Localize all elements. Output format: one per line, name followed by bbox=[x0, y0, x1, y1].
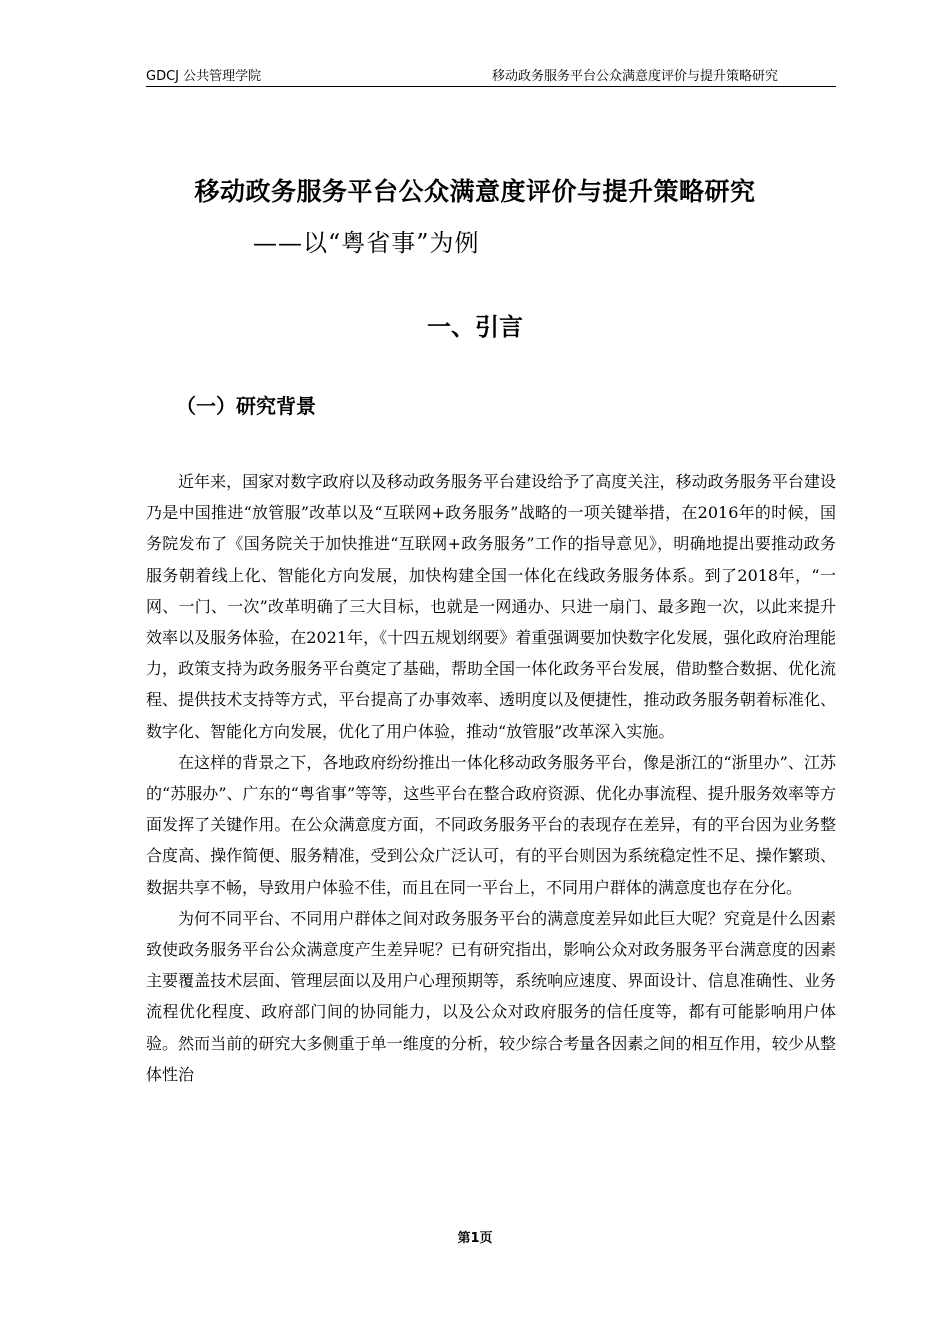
page-number: 第1页 bbox=[457, 1231, 493, 1246]
body-text bbox=[146, 466, 836, 1090]
section-heading: 一、引言 bbox=[427, 313, 523, 341]
paragraph: 为何不同平台、不同用户群体之间对政务服务平台的满意度差异如此巨大呢？究竟是什么因素致使政务服务平台公众满意度产生差异呢？已有研究指出，影响公众对政务服务平台满意度的因素主要覆盖技术层面、管理层面以及用户心理预期等，系统响应速度、界面设计、信息准确性、业务流程优化程度、政府部门间的协同能力，以及公众对政府服务的信任度等，都有可能影响用户体验。然而当前的研究大多侧重于单一维度的分析，较少综合考量各因素之间的相互作用，较少从整体性治 bbox=[146, 908, 836, 1084]
paragraph: 近年来，国家对数字政府以及移动政务服务平台建设给予了高度关注，移动政务服务平台建设乃是中国推进“放管服”改革以及“互联网+政务服务”战略的一项关键举措，在2016年的时候，国务院发布了《国务院关于加快推进“互联网+政务服务”工作的指导意见》，明确地提出要推动政务服务朝着线上化、智能化方向发展，加快构建全国一体化在线政务服务体系。到了2018年，“一网、一门、一次”改革明确了三大目标，也就是一网通办、只进一扇门、最多跑一次，以此来提升效率以及服务体验，在2021年，《十四五规划纲要》着重强调要加快数字化发展，强化政府治理能力，政策支持为政务服务平台奠定了基础，帮助全国一体化政务平台发展，借助整合数据、优化流程、提供技术支持等方式，平台提高了办事效率、透明度以及便捷性，推动政务服务朝着标准化、数字化、智能化方向发展，优化了用户体验，推动“放管服”改革深入实施。 bbox=[146, 472, 836, 741]
paragraph: 在这样的背景之下，各地政府纷纷推出一体化移动政务服务平台，像是浙江的“浙里办”、江苏的“苏服办”、广东的“粤省事”等等，这些平台在整合政府资源、优化办事流程、提升服务效率等方面发挥了关键作用。在公众满意度方面，不同政务服务平台的表现存在差异，有的平台因为业务整合度高、操作简便、服务精准，受到公众广泛认可，有的平台则因为系统稳定性不足、操作繁琐、数据共享不畅，导致用户体验不佳，而且在同一平台上，不同用户群体的满意度也存在分化。 bbox=[146, 752, 836, 897]
document-subtitle: ——以“粤省事”为例 bbox=[253, 229, 480, 257]
page-header bbox=[146, 68, 836, 87]
subsection-heading: （一）研究背景 bbox=[176, 394, 316, 418]
document-title: 移动政务服务平台公众满意度评价与提升策略研究 bbox=[194, 177, 756, 206]
header-running-title: 移动政务服务平台公众满意度评价与提升策略研究 bbox=[491, 69, 778, 84]
header-institution: GDCJ 公共管理学院 bbox=[146, 69, 262, 84]
